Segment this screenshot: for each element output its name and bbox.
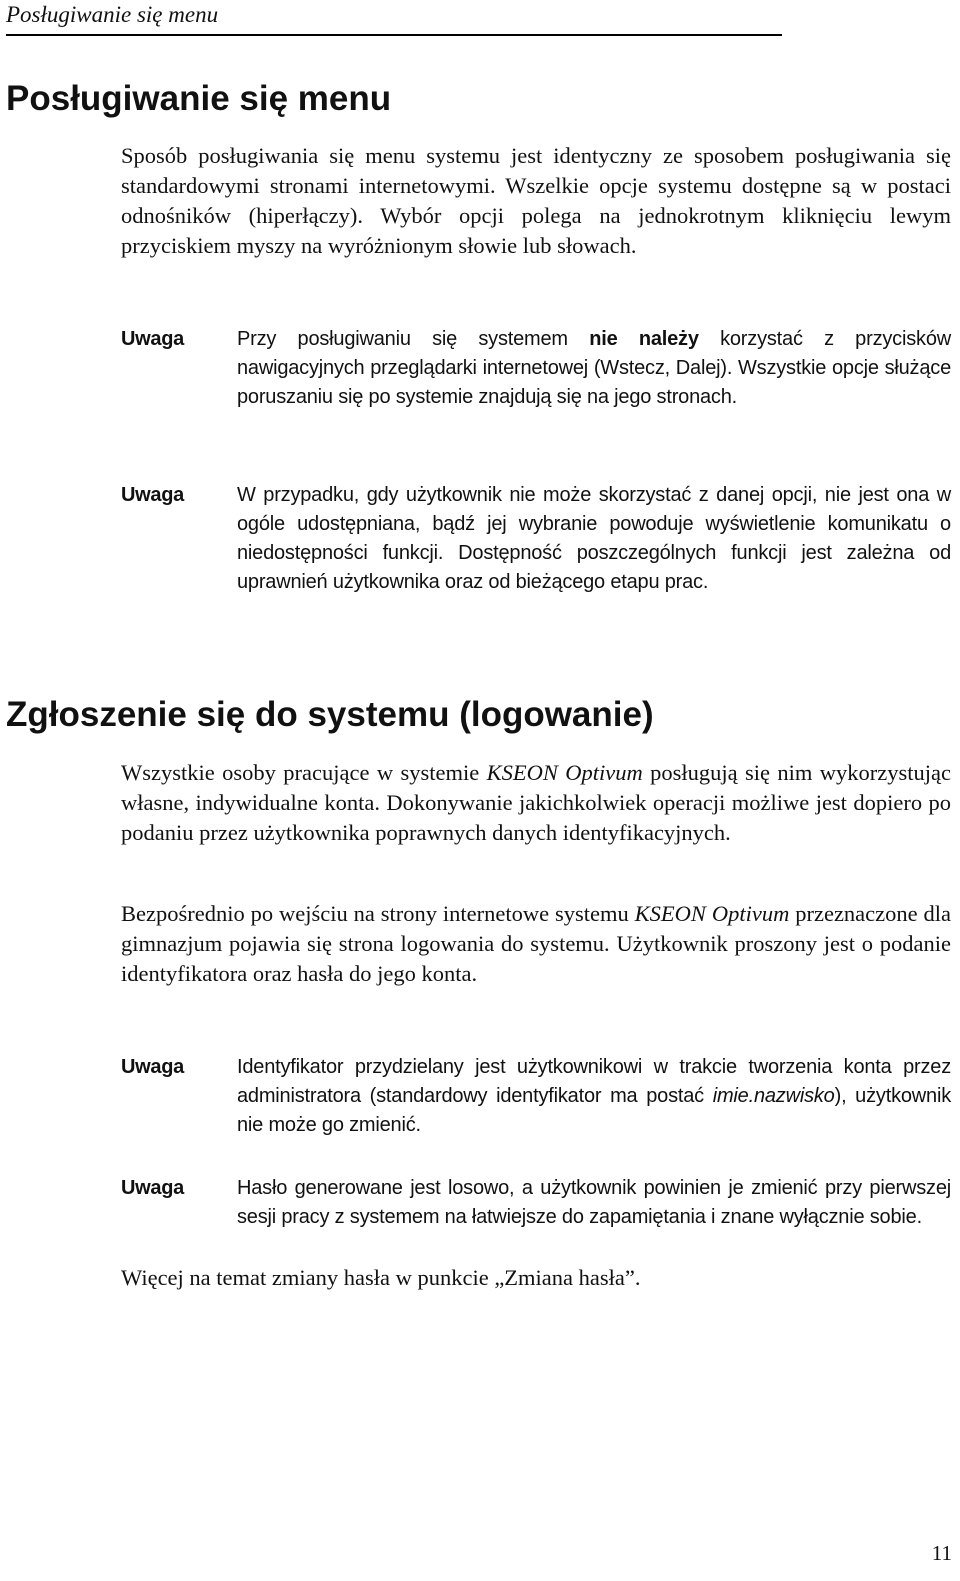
note-label: Uwaga bbox=[121, 1177, 184, 1199]
running-header: Posługiwanie się menu bbox=[6, 2, 219, 27]
note-identifier bbox=[121, 1053, 951, 1140]
note-text: Identyfikator przydzielany jest użytkownikowi w trakcie tworzenia konta przez administratora (standardowy identyfikator ma postać imie.nazwisko), użytkownik nie może go zmienić. bbox=[237, 1056, 951, 1136]
product-name: KSEON Optivum bbox=[486, 760, 643, 785]
product-name: KSEON Optivum bbox=[634, 901, 790, 926]
section-title-login: Zgłoszenie się do systemu (logowanie) bbox=[6, 695, 654, 734]
note-text: Hasło generowane jest losowo, a użytkownik powinien je zmienić przy pierwszej sesji pracy z systemem na łatwiejsze do zapamiętania i znane wyłącznie sobie. bbox=[237, 1177, 951, 1228]
login-paragraph-1: Wszystkie osoby pracujące w systemie KSEON Optivum posługują się nim wykorzystując własne, indywidualne konta. Dokonywanie jakichkolwiek operacji możliwe jest dopiero po podaniu przez użytkownika poprawnych danych identyfikacyjnych. bbox=[121, 760, 951, 845]
intro-paragraph: Sposób posługiwania się menu systemu jest identyczny ze sposobem posługiwania się standardowymi stronami internetowymi. Wszelkie opcje systemu dostępne są w postaci odnośników (hiperłączy). Wybór opcji polega na jednokrotnym kliknięciu lewym przyciskiem myszy na wyróżnionym słowie lub słowach. bbox=[121, 143, 951, 258]
emphasis-text: nie należy bbox=[589, 328, 699, 350]
note-password bbox=[121, 1174, 951, 1232]
closing-paragraph: Więcej na temat zmiany hasła w punkcie „Zmiana hasła”. bbox=[121, 1265, 641, 1290]
section-title-menu: Posługiwanie się menu bbox=[6, 79, 392, 118]
note-text: Przy posługiwaniu się systemem nie należy korzystać z przycisków nawigacyjnych przeglądarki internetowej (Wstecz, Dalej). Wszystkie opcje służące poruszaniu się po systemie znajdują się na jego stronach. bbox=[237, 328, 951, 408]
header-rule bbox=[6, 34, 782, 36]
note-navigation bbox=[121, 325, 951, 412]
note-label: Uwaga bbox=[121, 1056, 184, 1078]
note-availability bbox=[121, 481, 951, 597]
login-paragraph-2: Bezpośrednio po wejściu na strony internetowe systemu KSEON Optivum przeznaczone dla gimnazjum pojawia się strona logowania do systemu. Użytkownik proszony jest o podanie identyfikatora oraz hasła do jego konta. bbox=[121, 901, 952, 986]
identifier-format: imie.nazwisko bbox=[712, 1085, 835, 1107]
note-label: Uwaga bbox=[121, 328, 184, 350]
page-number: 11 bbox=[931, 1541, 952, 1565]
note-label: Uwaga bbox=[121, 484, 184, 506]
note-text: W przypadku, gdy użytkownik nie może skorzystać z danej opcji, nie jest ona w ogóle udostępniana, bądź jej wybranie powoduje wyświetlenie komunikatu o niedostępności funkcji. Dostępność poszczególnych funkcji jest zależna od uprawnień użytkownika oraz od bieżącego etapu prac. bbox=[237, 484, 951, 593]
